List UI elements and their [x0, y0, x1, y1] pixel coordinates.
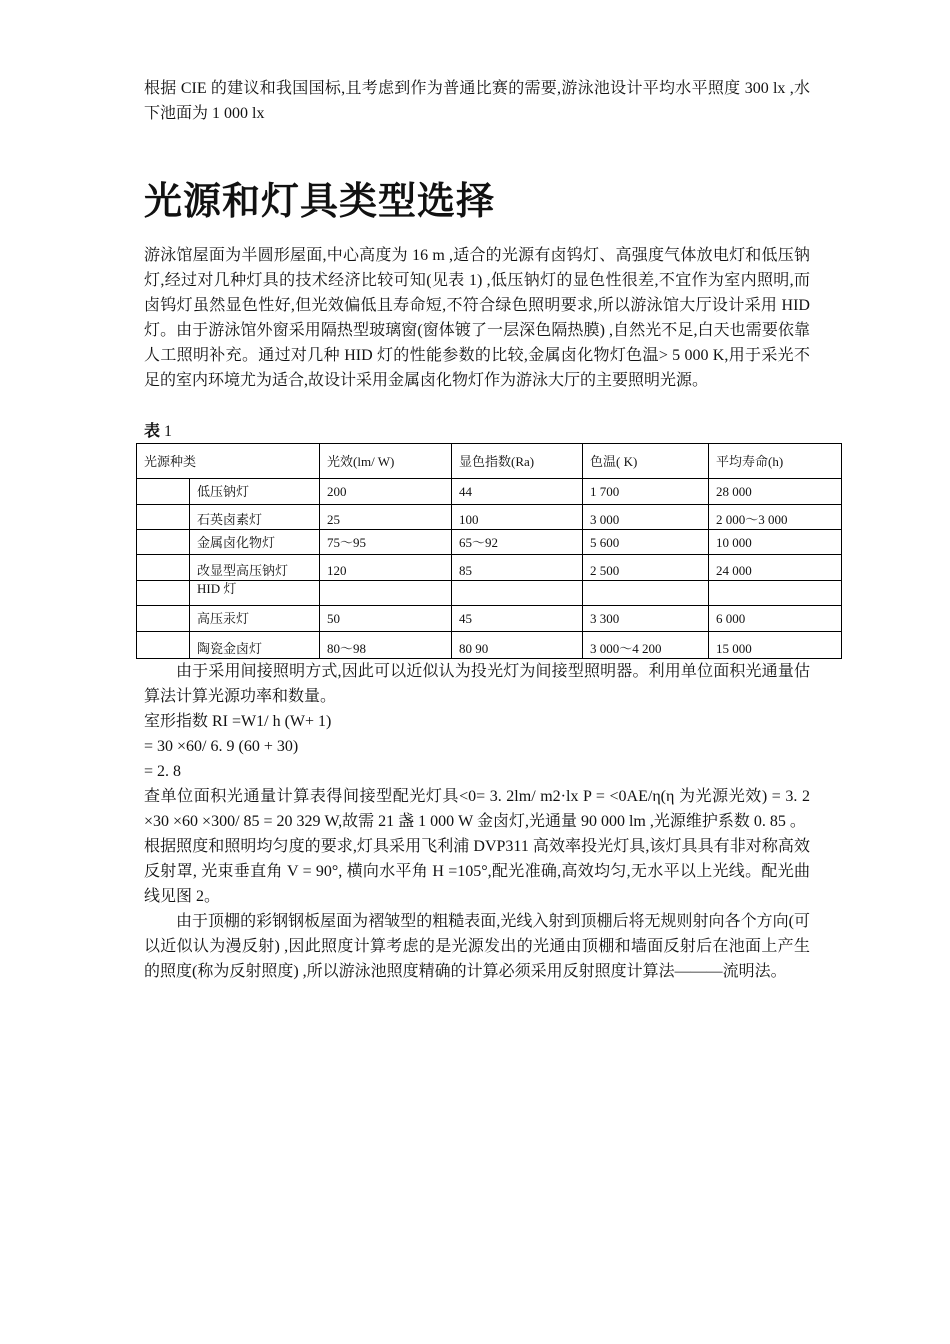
row-temp: 1 700	[583, 479, 709, 505]
row-ra	[452, 581, 583, 606]
row-blank-cell	[137, 530, 190, 555]
row-blank-cell	[137, 581, 190, 606]
room-index-step: = 30 ×60/ 6. 9 (60 + 30)	[144, 738, 299, 755]
row-temp: 2 500	[583, 555, 709, 581]
lumen-calc-paragraph: 查单位面积光通量计算表得间接型配光灯具<0= 3. 2lm/ m2·lx P = <0AE/η(η 为光源光效) = 3. 2 ×30 ×60 ×300/ 85 = 20 329 W,故需 21 盏 1 000 W 金卤灯,光通量 90 000 lm ,光源维护系数 0. 85 。	[144, 788, 810, 830]
row-name: 金属卤化物灯	[190, 530, 320, 555]
row-ra: 80 90	[452, 632, 583, 659]
fixture-paragraph: 根据照度和照明均匀度的要求,灯具采用飞利浦 DVP311 高效率投光灯具,该灯具具有非对称高效反射罩, 光束垂直角 V = 90°, 横向水平角 H =105°,配光准确,高效均匀,无水平以上光线。配光曲线见图 2。	[144, 838, 810, 905]
row-ra: 85	[452, 555, 583, 581]
light-source-table	[136, 443, 842, 659]
header-source-type: 光源种类	[137, 444, 320, 479]
row-name: 低压钠灯	[190, 479, 320, 505]
intro-section	[144, 76, 810, 126]
room-index-formula: 室形指数 RI =W1/ h (W+ 1)	[144, 713, 332, 730]
row-life	[709, 581, 842, 606]
table-caption-label: 表	[144, 421, 161, 440]
table-row	[137, 606, 842, 632]
row-life: 6 000	[709, 606, 842, 632]
row-efficacy: 75～95	[320, 530, 452, 555]
row-blank-cell	[137, 555, 190, 581]
row-temp: 3 300	[583, 606, 709, 632]
row-ra: 45	[452, 606, 583, 632]
section-heading: 光源和灯具类型选择	[144, 179, 496, 223]
table-caption-number: 1	[160, 423, 173, 440]
row-name: 陶瓷金卤灯	[190, 632, 320, 659]
header-color-temp: 色温( K)	[583, 444, 709, 479]
table-row	[137, 632, 842, 659]
intro-paragraph: 根据 CIE 的建议和我国国标,且考虑到作为普通比赛的需要,游泳池设计平均水平照度 300 lx ,水下池面为 1 000 lx	[144, 80, 810, 122]
row-efficacy: 50	[320, 606, 452, 632]
header-ra: 显色指数(Ra)	[452, 444, 583, 479]
row-temp: 3 000～4 200	[583, 632, 709, 659]
row-temp	[583, 581, 709, 606]
row-blank-cell	[137, 606, 190, 632]
row-efficacy: 25	[320, 505, 452, 530]
row-efficacy: 200	[320, 479, 452, 505]
row-efficacy	[320, 581, 452, 606]
row-name: 高压汞灯	[190, 606, 320, 632]
reflection-paragraph: 由于顶棚的彩钢钢板屋面为褶皱型的粗糙表面,光线入射到顶棚后将无规则射向各个方向(可以近似认为漫反射) ,因此照度计算考虑的是光源发出的光通由顶棚和墙面反射后在池面上产生的照度(称为反射照度) ,所以游泳池照度精确的计算必须采用反射照度计算法———流明法。	[144, 913, 810, 980]
row-efficacy: 120	[320, 555, 452, 581]
header-life: 平均寿命(h)	[709, 444, 842, 479]
row-ra: 100	[452, 505, 583, 530]
row-efficacy: 80～98	[320, 632, 452, 659]
table-row	[137, 555, 842, 581]
row-name: 石英卤素灯	[190, 505, 320, 530]
calculation-section	[144, 659, 810, 984]
table-caption	[144, 420, 172, 443]
table-row	[137, 479, 842, 505]
table-row	[137, 505, 842, 530]
row-ra: 44	[452, 479, 583, 505]
row-blank-cell	[137, 479, 190, 505]
row-name: HID 灯	[190, 581, 320, 606]
row-name: 改显型高压钠灯	[190, 555, 320, 581]
header-efficacy: 光效(lm/ W)	[320, 444, 452, 479]
row-life: 10 000	[709, 530, 842, 555]
row-life: 28 000	[709, 479, 842, 505]
indirect-lighting-paragraph: 由于采用间接照明方式,因此可以近似认为投光灯为间接型照明器。利用单位面积光通量估算法计算光源功率和数量。	[144, 663, 810, 705]
row-life: 2 000～3 000	[709, 505, 842, 530]
table-row	[137, 530, 842, 555]
light-source-section	[144, 243, 810, 393]
row-ra: 65～92	[452, 530, 583, 555]
row-blank-cell	[137, 505, 190, 530]
row-life: 24 000	[709, 555, 842, 581]
row-blank-cell	[137, 632, 190, 659]
table-row	[137, 581, 842, 606]
row-life: 15 000	[709, 632, 842, 659]
row-temp: 3 000	[583, 505, 709, 530]
table-header-row	[137, 444, 842, 479]
row-temp: 5 600	[583, 530, 709, 555]
light-source-paragraph: 游泳馆屋面为半圆形屋面,中心高度为 16 m ,适合的光源有卤钨灯、高强度气体放电灯和低压钠灯,经过对几种灯具的技术经济比较可知(见表 1) ,低压钠灯的显色性很差,不宜作为室内照明,而卤钨灯虽然显色性好,但光效偏低且寿命短,不符合绿色照明要求,所以游泳馆大厅设计采用 HID 灯。由于游泳馆外窗采用隔热型玻璃窗(窗体镀了一层深色隔热膜) ,自然光不足,白天也需要依靠人工照明补充。通过对几种 HID 灯的性能参数的比较,金属卤化物灯色温> 5 000 K,用于采光不足的室内环境尤为适合,故设计采用金属卤化物灯作为游泳大厅的主要照明光源。	[144, 247, 810, 389]
room-index-result: = 2. 8	[144, 763, 182, 780]
